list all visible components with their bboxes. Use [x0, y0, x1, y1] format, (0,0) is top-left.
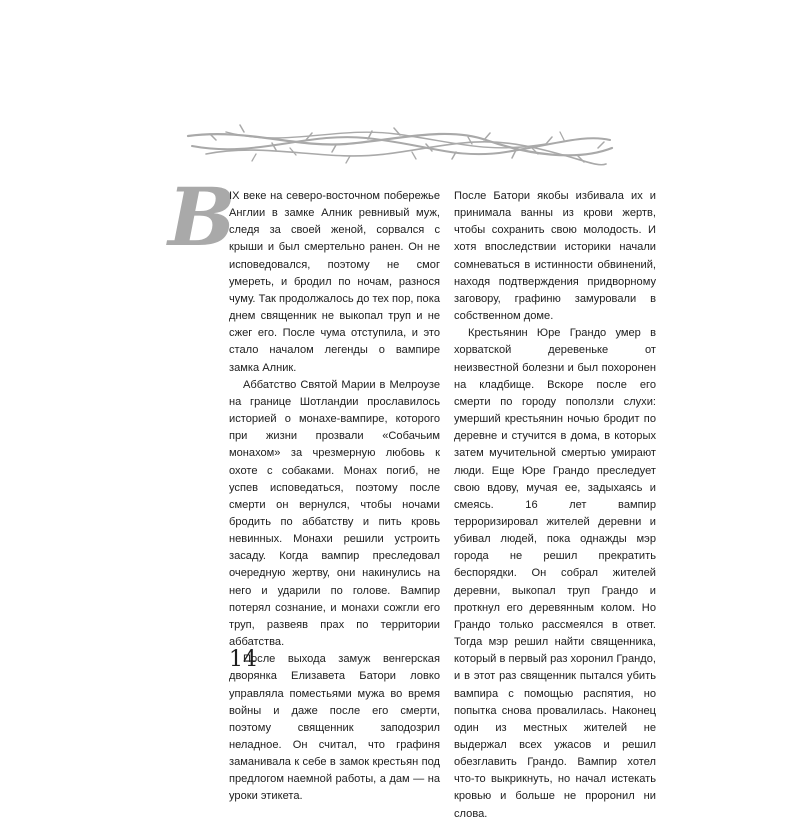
paragraph-melrose: Аббатство Святой Марии в Мелроузе на границе Шотландии прославилось историей о монахе-вампире, которого при жизни прозвали «Собачьим монахом» за чрезмерную любовь к охоте с собаками. Монах погиб, не успев исповедаться, поэтому после смерти он вернулся, чтобы ночами бродить по аббатству и пить кровь невинных. Монахи решили устроить засаду. Когда вампир преследовал очередную жертву, они накинулись на него и ударили по голове. Вампир потерял сознание, и монахи сожгли его труп, развеяв прах по территории аббатства.	[229, 378, 440, 649]
drop-cap-letter: В	[168, 170, 236, 264]
paragraph-alnwick: IX веке на северо-восточном побережье Англии в замке Алник ревнивый муж, следя за своей женой, сорвался с крыши и был смертельно ранен. Он не исповедовался, поэтому не смог умереть, и бродил по ночам, разнося чуму. Так продолжалось до тех пор, пока днем священник не выкопал труп и не сжег его. После чума отступила, и это стало началом легенды о вампире замка Алник.	[229, 190, 440, 374]
right-text-column	[454, 188, 656, 823]
paragraph-bathory: После выхода замуж венгерская дворянка Елизавета Батори ловко управляла поместьями мужа во время войны и даже после его смерти, поэтому священник заподозрил неладное. Он считал, что графиня заманивала к себе в замок крестьян под предлогом наемной работы, а дам — на уроки этикета.	[229, 653, 440, 803]
thorny-vine-ornament	[186, 118, 614, 184]
paragraph-bathory-continued: После Батори якобы избивала их и принимала ванны из крови жертв, чтобы сохранить свою молодость. И хотя впоследствии историки начали сомневаться в истинности обвинений, находя подтверждения придворному заговору, графиню замуровали в собственном доме.	[454, 190, 656, 323]
page-number: 14	[229, 647, 257, 672]
paragraph-grando: Крестьянин Юре Грандо умер в хорватской деревеньке от неизвестной болезни и был похоронен на кладбище. Вскоре после его смерти по городу поползли слухи: умерший крестьянин ночью бродит по деревне и стучится в дома, в которых затем мучительной смертью умирают люди. Еще Юре Грандо преследует свою вдову, мучая ее, задыхаясь и смеясь. 16 лет вампир терроризировал жителей деревни и убивал людей, пока однажды мэр города не решил прекратить беспорядки. Он собрал жителей деревни, выкопал труп Грандо и проткнул его деревянным колом. Но Грандо только рассмеялся в ответ. Тогда мэр решил найти священника, который в первый раз хоронил Грандо, и в этот раз священник пытался убить вампира с помощью распятия, но попытка снова провалилась. Наконец один из местных жителей не выдержал всех ужасов и решил обезглавить Грандо. Вампир хотел что-то выкрикнуть, но начал истекать кровью и больше не проронил ни слова.	[454, 327, 656, 820]
left-text-column	[229, 188, 440, 806]
